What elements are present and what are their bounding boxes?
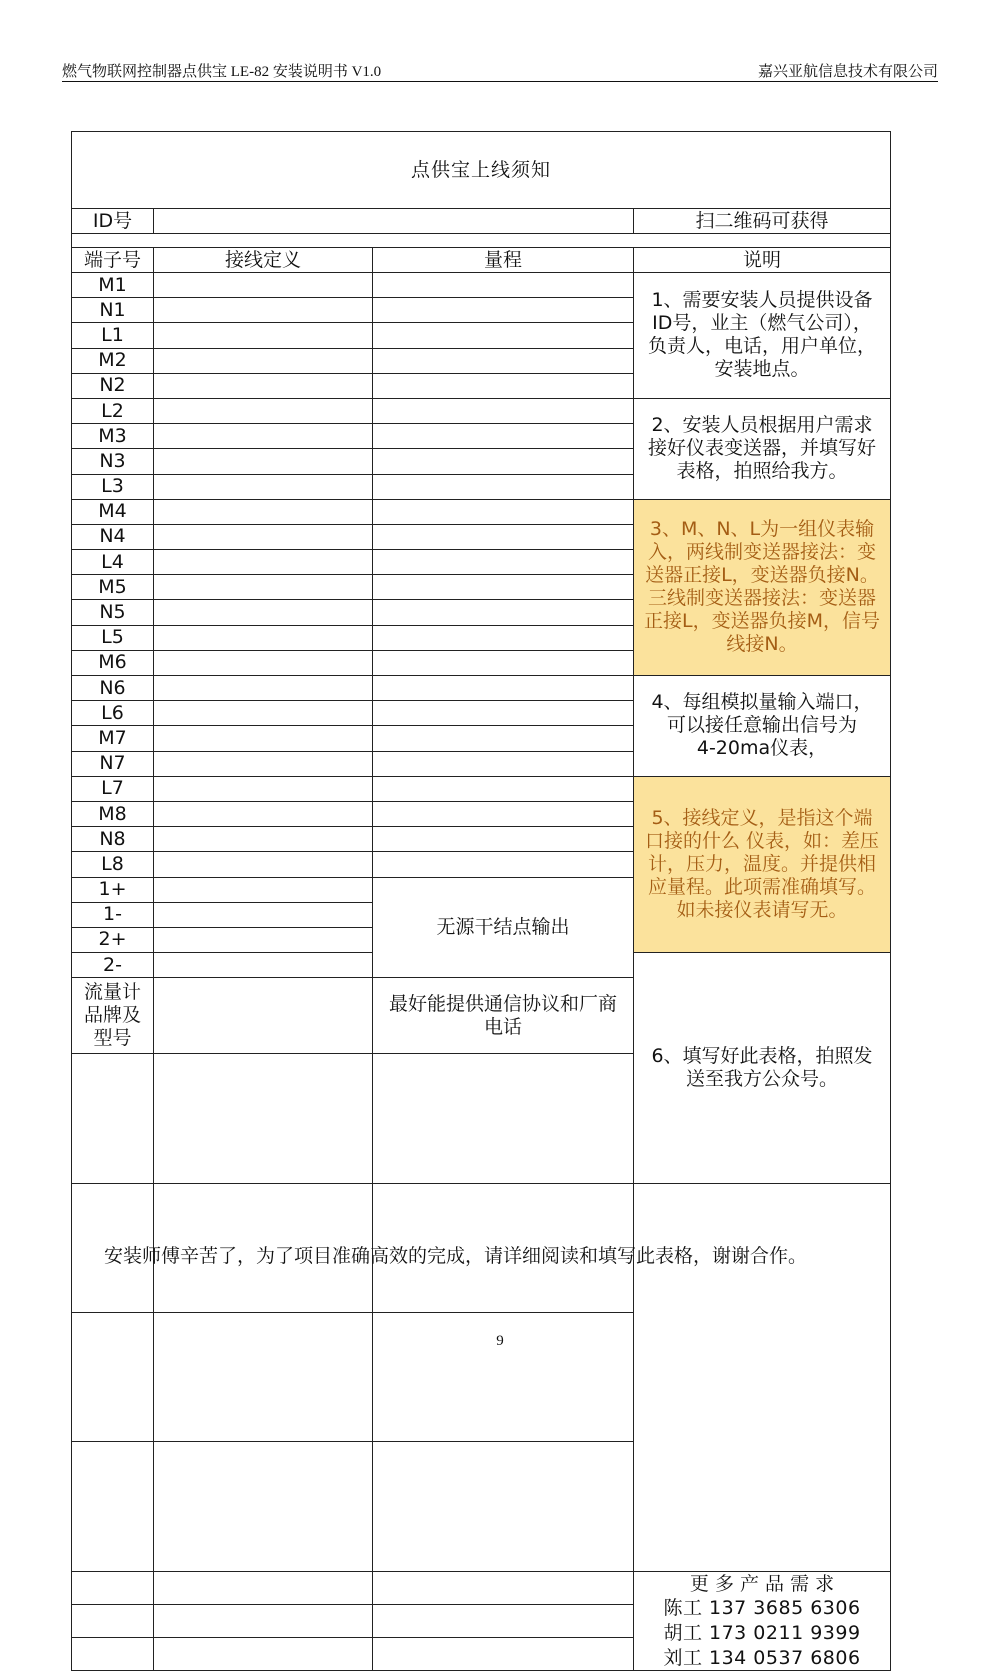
blank-cell[interactable] xyxy=(154,1054,373,1183)
blank-cell[interactable] xyxy=(373,1604,634,1637)
note-4-line: 可以接任意输出信号为 xyxy=(667,714,858,737)
header-company: 嘉兴亚航信息技术有限公司 xyxy=(757,64,938,80)
note-4 xyxy=(634,676,891,777)
blank-row xyxy=(72,1442,891,1571)
wiring-definition-cell[interactable] xyxy=(154,298,373,323)
product-contact-line: 刘工 134 0537 6806 xyxy=(663,1646,861,1669)
terminal-label: L2 xyxy=(72,398,154,423)
note-1-line: 安装地点。 xyxy=(714,358,810,381)
footer-note: 安装师傅辛苦了，为了项目准确高效的完成，请详细阅读和填写此表格，谢谢合作。 xyxy=(104,1245,808,1267)
range-cell[interactable] xyxy=(373,273,634,298)
products-block xyxy=(634,1571,891,1670)
note-5-line: 应量程。此项需准确填写。 xyxy=(648,875,877,898)
terminal-label: 2- xyxy=(72,953,154,978)
wiring-definition-cell[interactable] xyxy=(154,852,373,877)
note-5-line: 5、接线定义，是指这个端 xyxy=(651,806,873,829)
note-6-line: 6、填写好此表格，拍照发 xyxy=(651,1044,873,1067)
blank-cell[interactable] xyxy=(154,1312,373,1441)
range-cell[interactable] xyxy=(373,676,634,701)
col-header-range: 量程 xyxy=(373,248,634,273)
blank-cell[interactable] xyxy=(373,1571,634,1604)
wiring-definition-cell[interactable] xyxy=(154,927,373,952)
range-cell[interactable] xyxy=(373,701,634,726)
blank-cell[interactable] xyxy=(154,1442,373,1571)
flowmeter-hint-line: 电话 xyxy=(483,1015,522,1038)
range-cell[interactable] xyxy=(373,298,634,323)
note-2-line: 2、安装人员根据用户需求 xyxy=(651,414,873,437)
wiring-definition-cell[interactable] xyxy=(154,474,373,499)
wiring-definition-cell[interactable] xyxy=(154,877,373,902)
wiring-definition-cell[interactable] xyxy=(154,323,373,348)
wiring-definition-cell[interactable] xyxy=(154,676,373,701)
terminal-label: M5 xyxy=(72,575,154,600)
wiring-definition-cell[interactable] xyxy=(154,273,373,298)
note-3 xyxy=(634,499,891,675)
terminal-label: N4 xyxy=(72,524,154,549)
note-4-line: 4、每组模拟量输入端口， xyxy=(651,691,873,714)
terminal-label: N5 xyxy=(72,600,154,625)
note-1-line: ID号，业主（燃气公司）， xyxy=(652,312,872,335)
flowmeter-label-line: 流量计 xyxy=(83,981,141,1004)
range-cell[interactable] xyxy=(373,550,634,575)
terminal-label: 2+ xyxy=(72,927,154,952)
wiring-definition-cell[interactable] xyxy=(154,449,373,474)
terminal-label: N6 xyxy=(72,676,154,701)
note-3-line: 送器正接L，变送器负接N。 xyxy=(645,564,879,587)
blank-cell[interactable] xyxy=(373,1637,634,1670)
page-number: 9 xyxy=(496,1333,504,1349)
terminal-label: M6 xyxy=(72,650,154,675)
id-hint: 扫二维码可获得 xyxy=(634,209,891,234)
range-cell[interactable] xyxy=(373,323,634,348)
wiring-definition-cell[interactable] xyxy=(154,424,373,449)
note-3-line: 3、M、N、L为一组仪表输 xyxy=(649,518,875,541)
blank-cell[interactable] xyxy=(72,1054,154,1183)
id-input-cell[interactable] xyxy=(154,209,634,234)
wiring-definition-cell[interactable] xyxy=(154,801,373,826)
range-cell[interactable] xyxy=(373,449,634,474)
wiring-definition-cell[interactable] xyxy=(154,373,373,398)
blank-cell[interactable] xyxy=(72,1442,154,1571)
note-1 xyxy=(634,273,891,399)
note-3-line: 入，两线制变送器接法：变 xyxy=(648,541,877,564)
wiring-definition-cell[interactable] xyxy=(154,726,373,751)
range-cell[interactable] xyxy=(373,474,634,499)
range-cell[interactable] xyxy=(373,852,634,877)
range-cell[interactable] xyxy=(373,524,634,549)
note-5-line: 口接的什么 仪表，如：差压 xyxy=(644,829,880,852)
header-divider xyxy=(62,81,938,82)
flowmeter-input-cell[interactable] xyxy=(154,978,373,1054)
blank-cell[interactable] xyxy=(72,1571,154,1604)
wiring-definition-cell[interactable] xyxy=(154,650,373,675)
spacer-row xyxy=(72,234,891,248)
note-5-line: 如未接仪表请写无。 xyxy=(676,898,848,921)
note-3-line: 三线制变送器接法：变送器 xyxy=(648,587,877,610)
note-1-line: 1、需要安装人员提供设备 xyxy=(651,289,873,312)
flowmeter-hint-line: 最好能提供通信协议和厂商 xyxy=(388,992,617,1015)
terminal-label: L1 xyxy=(72,323,154,348)
range-cell[interactable] xyxy=(373,751,634,776)
flowmeter-label-line: 品牌及 xyxy=(83,1004,141,1027)
products-title: 更 多 产 品 需 求 xyxy=(689,1572,835,1595)
terminal-label: M4 xyxy=(72,499,154,524)
wiring-definition-cell[interactable] xyxy=(154,348,373,373)
terminal-row xyxy=(72,398,891,423)
blank-row xyxy=(72,1312,891,1441)
wiring-definition-cell[interactable] xyxy=(154,701,373,726)
terminal-label: L4 xyxy=(72,550,154,575)
wiring-definition-cell[interactable] xyxy=(154,827,373,852)
blank-cell[interactable] xyxy=(373,1054,634,1183)
terminal-label: M2 xyxy=(72,348,154,373)
range-cell[interactable] xyxy=(373,726,634,751)
blank-cell[interactable] xyxy=(154,1571,373,1604)
terminal-label: L8 xyxy=(72,852,154,877)
terminal-row xyxy=(72,776,891,801)
terminal-label: N8 xyxy=(72,827,154,852)
terminal-label: L3 xyxy=(72,474,154,499)
terminal-label: 1- xyxy=(72,902,154,927)
range-cell[interactable] xyxy=(373,373,634,398)
terminal-label: L5 xyxy=(72,625,154,650)
note-6-line: 送至我方公众号。 xyxy=(686,1067,839,1090)
range-cell[interactable] xyxy=(373,650,634,675)
note-2-line: 表格，拍照给我方。 xyxy=(676,460,848,483)
terminal-row xyxy=(72,676,891,701)
range-cell[interactable] xyxy=(373,625,634,650)
col-header-terminal: 端子号 xyxy=(72,248,154,273)
dry-contact-output: 无源干结点输出 xyxy=(373,877,634,978)
wiring-definition-cell[interactable] xyxy=(154,398,373,423)
terminal-label: L7 xyxy=(72,776,154,801)
terminal-row xyxy=(72,499,891,524)
blank-cell[interactable] xyxy=(72,1604,154,1637)
wiring-definition-cell[interactable] xyxy=(154,524,373,549)
note-1-line: 负责人，电话，用户单位， xyxy=(648,335,877,358)
terminal-label: M8 xyxy=(72,801,154,826)
blank-cell[interactable] xyxy=(154,1604,373,1637)
note-4-line: 4-20ma仪表， xyxy=(696,737,828,760)
wiring-definition-cell[interactable] xyxy=(154,751,373,776)
range-cell[interactable] xyxy=(373,600,634,625)
col-header-wiring: 接线定义 xyxy=(154,248,373,273)
form-title: 点供宝上线须知 xyxy=(72,132,891,209)
blank-cell[interactable] xyxy=(154,1637,373,1670)
wiring-definition-cell[interactable] xyxy=(154,625,373,650)
range-cell[interactable] xyxy=(373,827,634,852)
product-contact-line: 陈工 137 3685 6306 xyxy=(663,1597,861,1620)
id-label: ID号 xyxy=(72,209,154,234)
wiring-definition-cell[interactable] xyxy=(154,550,373,575)
range-cell[interactable] xyxy=(373,398,634,423)
range-cell[interactable] xyxy=(373,575,634,600)
terminal-label: N7 xyxy=(72,751,154,776)
blank-cell[interactable] xyxy=(373,1442,634,1571)
blank-row xyxy=(72,1571,891,1604)
range-cell[interactable] xyxy=(373,776,634,801)
note-2-line: 接好仪表变送器，并填写好 xyxy=(648,437,877,460)
terminal-label: N2 xyxy=(72,373,154,398)
range-cell[interactable] xyxy=(373,801,634,826)
flowmeter-hint xyxy=(373,978,634,1054)
wiring-definition-cell[interactable] xyxy=(154,776,373,801)
range-cell[interactable] xyxy=(373,348,634,373)
note-2 xyxy=(634,398,891,499)
wiring-definition-cell[interactable] xyxy=(154,902,373,927)
note-3-line: 线接N。 xyxy=(726,633,798,656)
flowmeter-label xyxy=(72,978,154,1054)
wiring-definition-cell[interactable] xyxy=(154,575,373,600)
terminal-row xyxy=(72,273,891,298)
header-doc-title: 燃气物联网控制器点供宝 LE-82 安装说明书 V1.0 xyxy=(62,64,382,80)
note-6 xyxy=(634,953,891,1184)
terminal-label: L6 xyxy=(72,701,154,726)
wiring-definition-cell[interactable] xyxy=(154,499,373,524)
wiring-definition-cell[interactable] xyxy=(154,600,373,625)
product-contact-line: 胡工 173 0211 9399 xyxy=(663,1621,861,1644)
terminal-label: M3 xyxy=(72,424,154,449)
installation-form xyxy=(71,131,891,1671)
col-header-notes: 说明 xyxy=(634,248,891,273)
note-5-line: 计，压力，温度。并提供相 xyxy=(648,852,877,875)
note-5 xyxy=(634,776,891,952)
terminal-label: N1 xyxy=(72,298,154,323)
blank-cell[interactable] xyxy=(373,1312,634,1441)
range-cell[interactable] xyxy=(373,424,634,449)
flowmeter-label-line: 型号 xyxy=(93,1027,132,1050)
terminal-label: N3 xyxy=(72,449,154,474)
terminal-label: 1+ xyxy=(72,877,154,902)
terminal-label: M7 xyxy=(72,726,154,751)
blank-cell[interactable] xyxy=(72,1312,154,1441)
wiring-definition-cell[interactable] xyxy=(154,953,373,978)
range-cell[interactable] xyxy=(373,499,634,524)
blank-cell[interactable] xyxy=(72,1637,154,1670)
terminal-label: M1 xyxy=(72,273,154,298)
note-3-line: 正接L，变送器负接M，信号 xyxy=(644,610,880,633)
